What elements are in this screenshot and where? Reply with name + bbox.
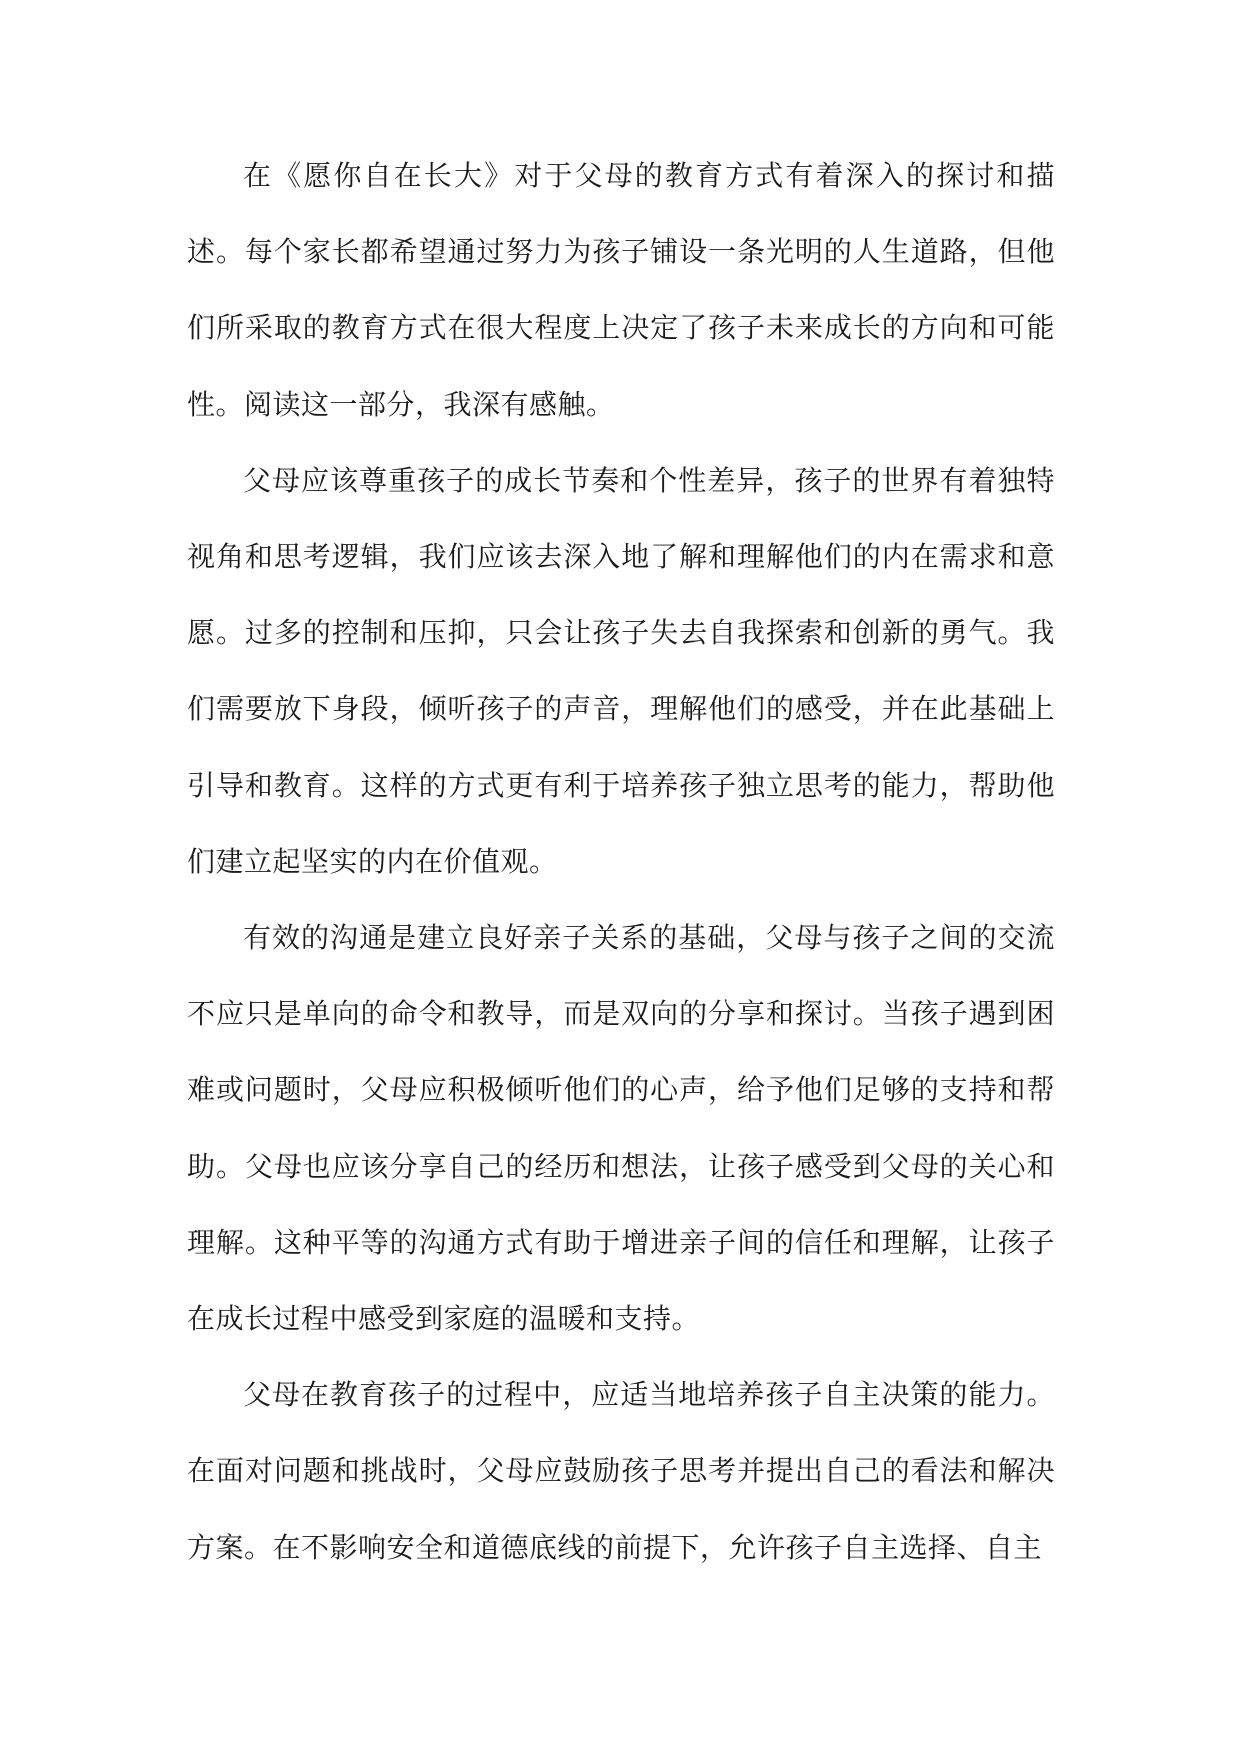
- paragraph-4: 父母在教育孩子的过程中，应适当地培养孩子自主决策的能力。在面对问题和挑战时，父母应鼓励孩子思考并提出自己的看法和解决方案。在不影响安全和道德底线的前提下，允许孩子自主选择、自主: [187, 1378, 1055, 1564]
- paragraph-2: 父母应该尊重孩子的成长节奏和个性差异，孩子的世界有着独特视角和思考逻辑，我们应该去深入地了解和理解他们的内在需求和意愿。过多的控制和压抑，只会让孩子失去自我探索和创新的勇气。我们需要放下身段，倾听孩子的声音，理解他们的感受，并在此基础上引导和教育。这样的方式更有利于培养孩子独立思考的能力，帮助他们建立起坚实的内在价值观。: [187, 463, 1055, 878]
- paragraph-1: 在《愿你自在长大》对于父母的教育方式有着深入的探讨和描述。每个家长都希望通过努力为孩子铺设一条光明的人生道路，但他们所采取的教育方式在很大程度上决定了孩子未来成长的方向和可能性。阅读这一部分，我深有感触。: [187, 159, 1055, 421]
- document-body: [187, 138, 1055, 1586]
- paragraph-3: 有效的沟通是建立良好亲子关系的基础，父母与孩子之间的交流不应只是单向的命令和教导，而是双向的分享和探讨。当孩子遇到困难或问题时，父母应积极倾听他们的心声，给予他们足够的支持和帮助。父母也应该分享自己的经历和想法，让孩子感受到父母的关心和理解。这种平等的沟通方式有助于增进亲子间的信任和理解，让孩子在成长过程中感受到家庭的温暖和支持。: [187, 921, 1055, 1336]
